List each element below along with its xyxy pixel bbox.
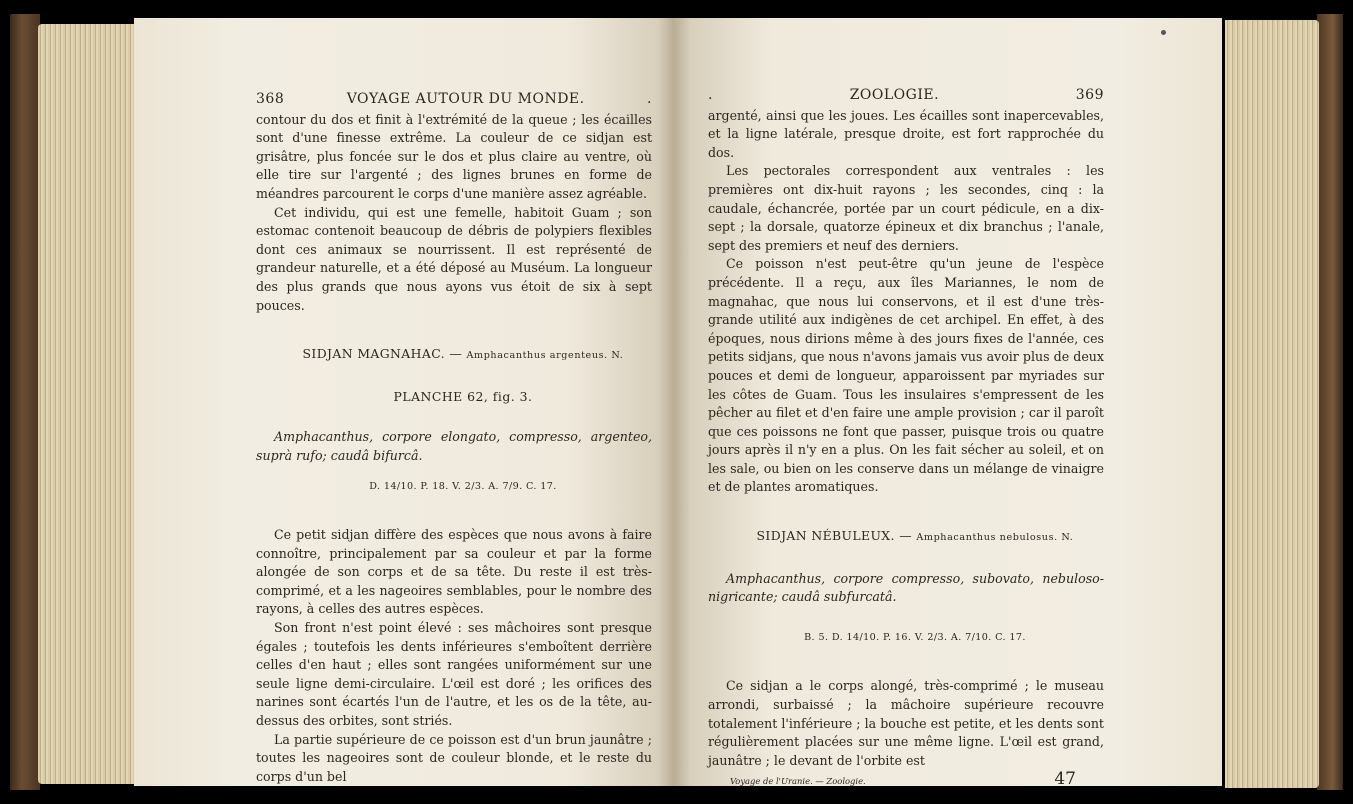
left-paragraph-3: Ce petit sidjan diffère des espèces que nous avons à faire connoître, principalement par sa couleur et par la forme alongée de son corps et de sa tête. Du reste il est très-comprimé, et a les nageoires semblables, pour le nombre des rayons, à celles des autres espèces.	[256, 527, 652, 617]
right-page-text	[708, 86, 1104, 791]
left-page-number: 368	[256, 91, 285, 107]
left-head-title: VOYAGE AUTOUR DU MONDE.	[346, 91, 585, 107]
right-head-mark: .	[708, 87, 713, 103]
right-running-head	[708, 86, 1104, 105]
right-latin-diagnosis: Amphacanthus, corpore compresso, subovato, nebuloso-nigricante; caudâ subfurcatâ.	[708, 570, 1104, 605]
right-page-footer	[708, 770, 1104, 791]
right-species-name: SIDJAN NÉBULEUX. —	[756, 528, 912, 544]
left-page-text	[256, 90, 652, 786]
left-head-mark: .	[647, 91, 652, 107]
right-fin-formula: B. 5. D. 14/10. P. 16. V. 2/3. A. 7/10. C. 17.	[804, 631, 1026, 643]
left-fin-formula: D. 14/10. P. 18. V. 2/3. A. 7/9. C. 17.	[369, 480, 557, 492]
left-paragraph-1: contour du dos et finit à l'extrémité de la queue ; les écailles sont d'une finesse extrême. La couleur de ce sidjan est grisâtre, plus foncée sur le dos et plus claire au ventre, où elle tire sur l'argenté ; des lignes brunes en forme de méandres parcourent le corps d'une manière assez agréable.	[256, 111, 652, 201]
left-species-heading	[256, 345, 652, 366]
right-page	[674, 18, 1222, 790]
book-cover-right	[1317, 14, 1343, 790]
right-paragraph-1: argenté, ainsi que les joues. Les écailles sont inapercevables, et la ligne latérale, presque droite, est fort rapprochée du dos.	[708, 107, 1104, 160]
left-plate-heading: PLANCHE 62, fig. 3.	[393, 388, 533, 404]
right-paragraph-3: Ce poisson n'est peut-être qu'un jeune de l'espèce précédente. Il a reçu, aux îles Mariannes, le nom de magnahac, que nous lui conservons, et il est d'une très-grande utilité aux indigènes de cet archipel. En effet, à des époques, nous dirions même à des jours fixes de l'année, ces petits sidjans, que nous n'avons jamais vus avoir plus de deux pouces et demi de longueur, apparoissent par myriades sur les côtes de Guam. Tous les insulaires s'empressent de les pêcher au filet et d'en faire une ample provision ; car il paroît que ces poissons ne font que passer, puisque trois ou quatre jours après il n'y en a plus. On les fait sécher au soleil, et on les sale, ou bien on les conserve dans un mélange de vinaigre et de plantes aromatiques.	[708, 256, 1104, 495]
ink-spot	[1161, 30, 1166, 35]
page-edges-right	[1225, 20, 1319, 788]
book-cover-left	[10, 14, 40, 790]
left-page	[134, 18, 674, 786]
right-paragraph-2: Les pectorales correspondent aux ventrales : les premières ont dix-huit rayons ; les secondes, cinq : la caudale, échancrée, portée par un court pédicule, en a dix-sept ; la dorsale, quatorze épineux et dix branchus ; l'anale, sept des premiers et neuf des derniers.	[708, 163, 1104, 253]
left-species-latin: Amphacanthus argenteus. N.	[466, 350, 624, 362]
right-page-number: 369	[1075, 87, 1104, 103]
left-paragraph-5: La partie supérieure de ce poisson est d'un brun jaunâtre ; toutes les nageoires sont de couleur blonde, et le reste du corps d'un bel	[256, 731, 652, 784]
right-paragraph-4: Ce sidjan a le corps alongé, très-comprimé ; le museau arrondi, surbaissé ; la mâchoire supérieure recouvre totalement l'inférieure ; la bouche est petite, et les dents sont régulièrement placées sur une même ligne. L'œil est grand, jaunâtre ; le devant de l'orbite est	[708, 678, 1104, 768]
right-head-title: ZOOLOGIE.	[849, 87, 940, 103]
left-running-head	[256, 90, 652, 109]
right-species-latin: Amphacanthus nebulosus. N.	[916, 532, 1074, 544]
left-species-name: SIDJAN MAGNAHAC. —	[302, 346, 463, 362]
left-paragraph-2: Cet individu, qui est une femelle, habitoit Guam ; son estomac contenoit beaucoup de débris de polypiers flexibles dont ces animaux se nourrissent. Il est représenté de grandeur naturelle, et a été déposé au Muséum. La longueur des plus grands que nous ayons vus étoit de six à sept pouces.	[256, 204, 652, 313]
page-edges-left	[38, 24, 138, 784]
footer-imprint: Voyage de l'Uranie. — Zoologie.	[730, 776, 866, 787]
left-latin-diagnosis: Amphacanthus, corpore elongato, compresso, argenteo, suprà rufo; caudâ bifurcâ.	[256, 429, 652, 463]
left-paragraph-4: Son front n'est point élevé : ses mâchoires sont presque égales ; toutefois les dents inférieures s'emboîtent derrière celles d'en haut ; elles sont rangées uniformément sur une seule ligne demi-circulaire. L'œil est doré ; les orifices des narines sont écartés l'un de l'autre, et les os de la tête, au-dessus des orbites, sont striés.	[256, 620, 652, 729]
right-species-heading	[708, 527, 1104, 548]
footer-signature: 47	[1054, 769, 1076, 790]
